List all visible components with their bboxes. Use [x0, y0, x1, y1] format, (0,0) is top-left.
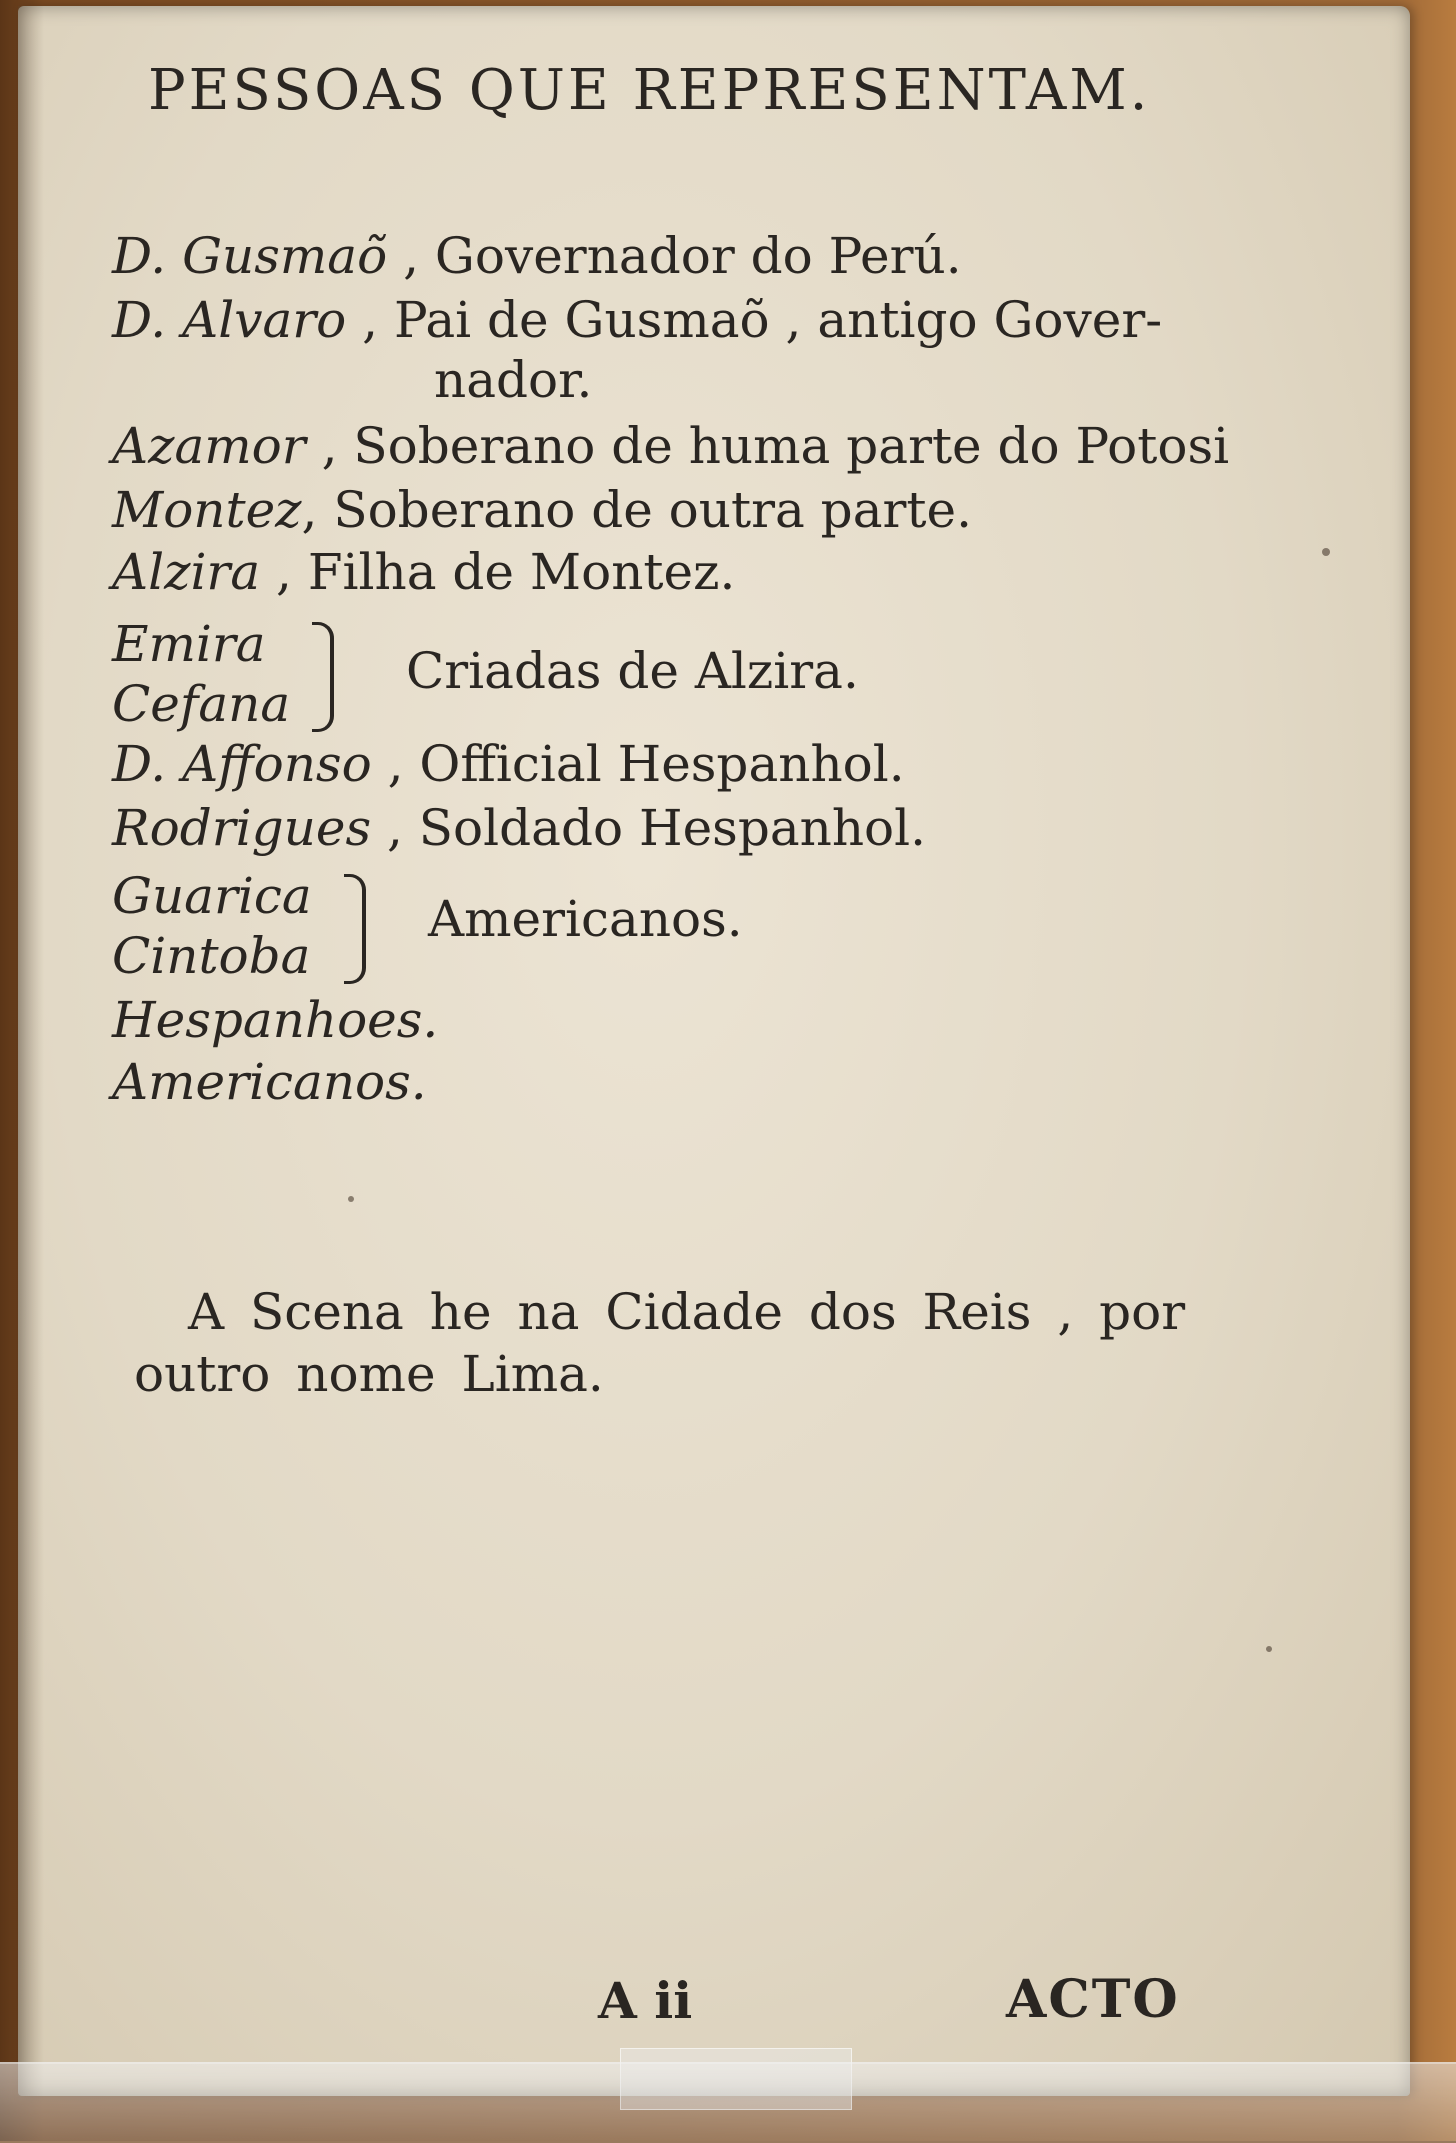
role-description: Soberano de huma parte do Potosi [353, 417, 1230, 475]
cast-entry [112, 798, 926, 858]
separator: , [371, 799, 419, 857]
brace-icon [344, 874, 366, 984]
display-stand [0, 2062, 1456, 2143]
role-name: Cintoba [112, 927, 311, 985]
cast-entry [112, 290, 1162, 350]
separator: , [260, 543, 308, 601]
role-description: Soberano de outra parte. [333, 481, 972, 539]
role-name: D. Affonso [112, 735, 372, 793]
paper-speck [1322, 548, 1330, 556]
page-gutter-shadow [18, 6, 44, 2096]
cast-entry [112, 542, 735, 602]
book-page [18, 6, 1410, 2096]
group-description: Americanos. [428, 890, 743, 948]
cast-entry [112, 734, 905, 794]
separator: , [387, 227, 435, 285]
scene-note: A Scena he na Cidade dos Reis , por outro nome Lima. [134, 1283, 1186, 1403]
role-name: Alzira [112, 543, 261, 601]
extra-entry: Hespanhoes. [112, 991, 439, 1049]
group-description: Criadas de Alzira. [406, 642, 859, 700]
role-description: Governador do Perú. [434, 227, 962, 285]
role-name: D. Gusmaõ [112, 227, 388, 285]
separator: , [305, 417, 354, 475]
bracket-names [112, 866, 312, 986]
role-name: Cefana [112, 675, 291, 733]
cast-entry [112, 226, 962, 286]
brace-icon [312, 622, 334, 732]
role-name: D. Alvaro [112, 291, 347, 349]
bracket-names [112, 614, 290, 734]
role-description: Pai de Gusmaõ , antigo Gover- [393, 291, 1163, 349]
role-description: Filha de Montez. [307, 543, 736, 601]
role-name: Rodrigues [112, 799, 372, 857]
cast-entry [112, 416, 1229, 476]
role-name: Emira [112, 615, 266, 673]
paper-speck [348, 1196, 354, 1202]
separator: , [301, 481, 334, 539]
cast-entry [112, 480, 972, 540]
role-description: Official Hespanhol. [419, 735, 905, 793]
role-name: Guarica [112, 867, 312, 925]
paper-speck [1266, 1646, 1272, 1652]
signature-mark: A ii [598, 1971, 693, 2030]
extra-entry: Americanos. [112, 1053, 427, 1111]
catchword: ACTO [1006, 1969, 1180, 2030]
role-name: Azamor [112, 417, 306, 475]
role-name: Montez [112, 481, 302, 539]
separator: , [371, 735, 420, 793]
separator: , [346, 291, 394, 349]
role-description: nador. [434, 351, 593, 409]
cast-entry-continuation [434, 350, 592, 410]
role-description: Soldado Hespanhol. [418, 799, 927, 857]
page-heading: PESSOAS QUE REPRESENTAM. [148, 58, 1151, 123]
